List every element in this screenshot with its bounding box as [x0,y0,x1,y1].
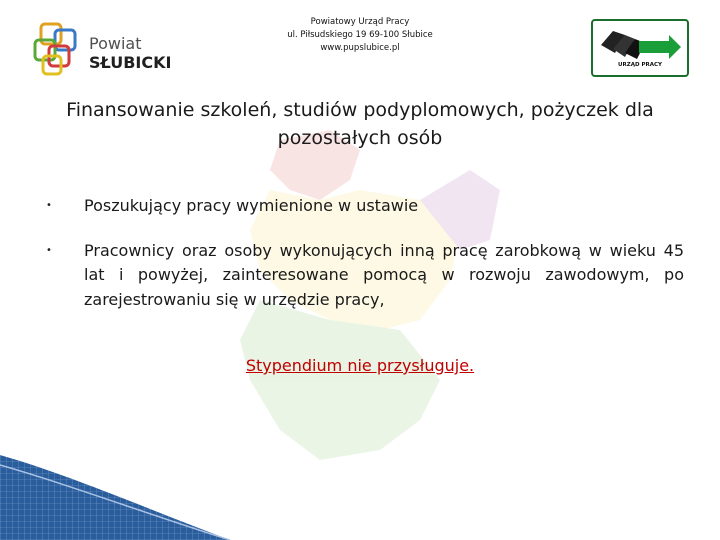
title-line-1: Finansowanie szkoleń, studiów podyplomowych, pożyczek dla [66,99,654,121]
title-line-2: pozostałych osób [277,127,443,149]
list-item [46,239,686,313]
bullet-list [46,194,686,332]
bullet-text: Poszukujący pracy wymienione w ustawie [84,196,419,215]
list-item [46,194,686,219]
office-name: Powiatowy Urząd Pracy [310,17,410,27]
stipend-note: Stypendium nie przysługuje. [245,356,475,375]
office-website: www.pupslubice.pl [320,43,400,53]
decorative-corner-wave [0,455,230,540]
header-contact-info [260,16,460,55]
logo-caption: URZĄD PRACY [618,62,662,68]
logo-squares-icon [33,16,83,80]
bullet-marker: • [46,200,52,211]
office-address: ul. Piłsudskiego 19 69-100 Słubice [287,30,433,40]
logo-text-powiat: Powiat [89,34,142,53]
slide-title [40,96,680,152]
bullet-text: Pracownicy oraz osoby wykonujących inną pracę zarobkową w wieku 45 lat i powyżej, zainteresowane pomocą w rozwoju zawodowym, po zarejestrowaniu się w urzędzie pracy, [84,240,684,309]
urzad-pracy-logo [591,19,689,77]
powiat-slubicki-logo [33,16,173,80]
urzad-pracy-emblem-icon [591,19,689,77]
logo-text-slubicki: SŁUBICKI [89,53,172,72]
bullet-marker: • [46,244,52,256]
